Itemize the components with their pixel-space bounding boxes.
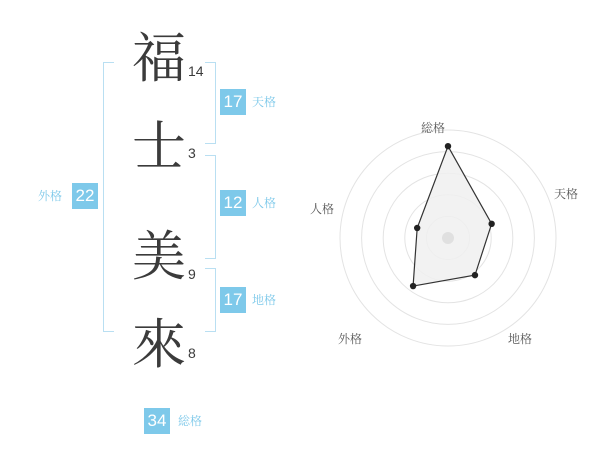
jinkaku-score-label: 人格 — [252, 196, 277, 210]
outer-bracket — [103, 62, 114, 332]
outer-score-badge: 22 — [72, 183, 98, 209]
soukaku-score-label: 総格 — [178, 414, 203, 428]
radar-label-chikaku: 地格 — [508, 332, 533, 346]
kanji-char-1: 福 — [132, 27, 186, 90]
radar-chart-panel — [300, 0, 600, 470]
kanji-strokes-4: 8 — [188, 345, 196, 361]
radar-label-tenkaku: 天格 — [554, 187, 579, 201]
jinkaku-score-badge: 12 — [220, 190, 246, 216]
kanji-char-3: 美 — [132, 225, 186, 288]
radar-label-gaikaku: 外格 — [338, 332, 363, 346]
soukaku-score-badge: 34 — [144, 408, 170, 434]
tenkaku-score-badge: 17 — [220, 89, 246, 115]
kanji-char-2: 士 — [132, 115, 186, 178]
chikaku-bracket — [205, 268, 216, 332]
kanji-char-4: 來 — [132, 313, 186, 376]
chikaku-score-badge: 17 — [220, 287, 246, 313]
kanji-strokes-3: 9 — [188, 266, 196, 282]
radar-label-jinkaku: 人格 — [310, 202, 335, 216]
name-breakdown-panel — [0, 0, 300, 470]
jinkaku-bracket — [205, 155, 216, 259]
radar-chart — [300, 0, 600, 470]
tenkaku-score-label: 天格 — [252, 95, 277, 109]
radar-label-soukaku: 総格 — [421, 121, 446, 135]
tenkaku-bracket — [205, 62, 216, 144]
kanji-strokes-2: 3 — [188, 145, 196, 161]
chikaku-score-label: 地格 — [252, 293, 277, 307]
outer-score-label: 外格 — [38, 189, 63, 203]
kanji-strokes-1: 14 — [188, 63, 204, 79]
